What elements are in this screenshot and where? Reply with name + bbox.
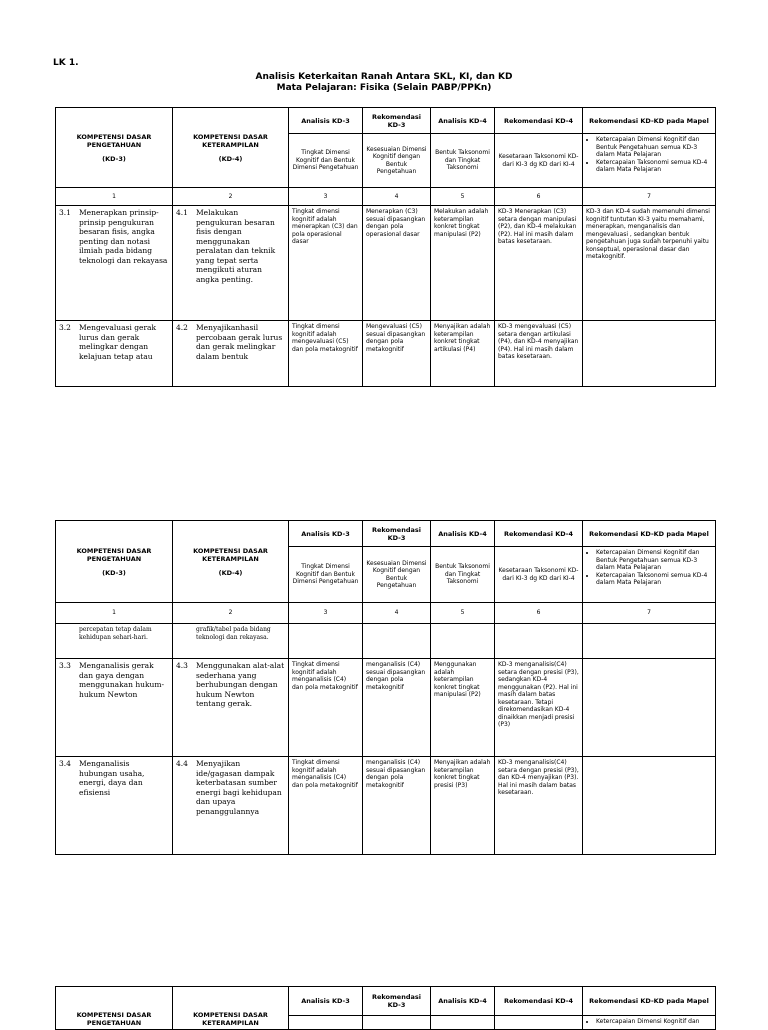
sub-analisis-kd4: Bentuk Taksonomi dan Tingkat Taksonomi [431, 547, 495, 603]
document-subtitle: Mata Pelajaran: Fisika (Selain PABP/PPKn) [276, 83, 492, 93]
rekomendasi-kd3-cell: Mengevaluasi (C5) sesuai dipasangkan dengan pola metakognitif [363, 321, 431, 387]
header-analisis-kd3: Analisis KD-3 [289, 108, 363, 134]
kd4-number: 4.4 [176, 759, 188, 768]
rekomendasi-mapel-cell [583, 321, 716, 387]
sub-rekomendasi-kd4: Kesetaraan Taksonomi KD-dari KI-3 dg KD dari KI-4 [495, 547, 583, 603]
kd3-text: Mengevaluasi gerak lurus dan gerak melingkar dengan kelajuan tetap atau [79, 323, 157, 361]
header-rekomendasi-kd4: Rekomendasi KD-4 [495, 521, 583, 547]
analysis-table-3 [55, 986, 716, 1030]
header-rekomendasi-kd4: Rekomendasi KD-4 [495, 987, 583, 1016]
sub-rekomendasi-kd4: Kesetaraan Taksonomi KD-dari KI-3 dg KD dari KI-4 [495, 134, 583, 188]
header-rekomendasi-kd4: Rekomendasi KD-4 [495, 108, 583, 134]
sub-mapel-item: • Ketercapaian Dimensi Kognitif dan Bentuk Pengetahuan semua KD-3 dalam Mata Pelajaran [596, 549, 712, 572]
header-analisis-kd4: Analisis KD-4 [431, 521, 495, 547]
column-number: 5 [431, 603, 495, 624]
header-kd4: KOMPETENSI DASAR KETERAMPILAN [173, 987, 289, 1030]
table-row [56, 624, 716, 659]
analisis-kd4-cell: Menyajikan adalah keterampilan konkret tingkat presisi (P3) [431, 757, 495, 855]
rekomendasi-kd3-cell: Menerapkan (C3) sesuai dipasangkan dengan pola operasional dasar [363, 206, 431, 321]
kd3-number: 3.4 [59, 759, 71, 768]
header-kd3: KOMPETENSI DASAR PENGETAHUAN (KD-3) [56, 108, 173, 188]
sub-mapel-item: • Ketercapaian Dimensi Kognitif dan Bentuk Pengetahuan semua KD-3 dalam Mata Pelajaran [596, 136, 712, 159]
sub-mapel-item: • Ketercapaian Taksonomi semua KD-4 dalam Mata Pelajaran [596, 159, 712, 174]
column-number: 4 [363, 188, 431, 206]
rekomendasi-mapel-cell: KD-3 dan KD-4 sudah memenuhi dimensi kognitif tuntutan KI-3 yaitu memahami, menerapkan, menganalisis dan mengevaluasi , sedangkan bentuk pengetahuan juga sudah terpenuhi yaitu konseptual, operasional dasar dan metakognitif. [583, 206, 716, 321]
rekomendasi-kd4-cell: KD-3 Menerapkan (C3) setara dengan manipulasi (P2), dan KD-4 melakukan (P2). Hal ini masih dalam batas kesetaraan. [495, 206, 583, 321]
sub-analisis-kd3: Tingkat Dimensi Kognitif dan Bentuk Dimensi Pengetahuan [289, 547, 363, 603]
kd3-number: 3.2 [59, 323, 71, 332]
rekomendasi-kd3-cell: menganalisis (C4) sesuai dipasangkan dengan pola metakognitif [363, 659, 431, 757]
sub-mapel-item: • Ketercapaian Taksonomi semua KD-4 dalam Mata Pelajaran [596, 572, 712, 587]
header-kd4: KOMPETENSI DASAR KETERAMPILAN (KD-4) [173, 521, 289, 603]
column-number: 4 [363, 603, 431, 624]
header-rekomendasi-mapel: Rekomendasi KD-KD pada Mapel [583, 987, 716, 1016]
kd3-number: 3.1 [59, 208, 71, 217]
lk-label: LK 1. [53, 58, 79, 68]
column-number: 2 [173, 188, 289, 206]
rekomendasi-kd4-cell: KD-3 menganalisis(C4) setara dengan presisi (P3), dan KD-4 menyajikan (P3). Hal ini masih dalam batas kesetaraan. [495, 757, 583, 855]
header-rekomendasi-mapel: Rekomendasi KD-KD pada Mapel [583, 108, 716, 134]
column-number: 6 [495, 603, 583, 624]
rekomendasi-mapel-cell [583, 757, 716, 855]
header-kd3: KOMPETENSI DASAR PENGETAHUAN [56, 987, 173, 1030]
analisis-kd3-cell [289, 624, 363, 659]
header-analisis-kd3: Analisis KD-3 [289, 521, 363, 547]
rekomendasi-kd3-cell [363, 624, 431, 659]
column-number: 6 [495, 188, 583, 206]
rekomendasi-mapel-cell [583, 659, 716, 757]
kd3-number: 3.3 [59, 661, 71, 670]
column-number: 7 [583, 603, 716, 624]
rekomendasi-mapel-cell [583, 624, 716, 659]
kd4-number: 4.3 [176, 661, 188, 670]
header-rekomendasi-kd3: Rekomendasi KD-3 [363, 108, 431, 134]
sub-mapel-item: • Ketercapaian Dimensi Kognitif dan [596, 1018, 712, 1026]
kd4-number: 4.1 [176, 208, 188, 217]
header-rekomendasi-kd3: Rekomendasi KD-3 [363, 521, 431, 547]
kd3-text: Menerapkan prinsip-prinsip pengukuran besaran fisis, angka penting dan notasi ilmiah pada bidang teknologi dan rekayasa [79, 208, 168, 265]
rekomendasi-kd4-cell [495, 624, 583, 659]
column-number: 1 [56, 603, 173, 624]
column-number: 3 [289, 188, 363, 206]
analisis-kd4-cell: Menyajikan adalah keterampilan konkret tingkat artikulasi (P4) [431, 321, 495, 387]
header-rekomendasi-kd3: Rekomendasi KD-3 [363, 987, 431, 1016]
column-number: 5 [431, 188, 495, 206]
table-row [56, 659, 716, 757]
rekomendasi-kd3-cell: menganalisis (C4) sesuai dipasangkan dengan pola metakognitif [363, 757, 431, 855]
kd4-text: grafik/tabel pada bidang teknologi dan rekayasa. [173, 624, 289, 659]
rekomendasi-kd4-cell: KD-3 mengevaluasi (C5) setara dengan artikulasi (P4), dan KD-4 menyajikan (P4). Hal ini masih dalam batas kesetaraan. [495, 321, 583, 387]
analisis-kd3-cell: Tingkat dimensi kognitif adalah mengevaluasi (C5) dan pola metakognitif [289, 321, 363, 387]
header-kd4: KOMPETENSI DASAR KETERAMPILAN (KD-4) [173, 108, 289, 188]
sub-rekomendasi-kd3: Kesesuaian Dimensi Kognitif dengan Bentuk Pengetahuan [363, 547, 431, 603]
kd3-text: Menganalisis hubungan usaha, energi, daya dan efisiensi [79, 759, 145, 797]
document-title: Analisis Keterkaitan Ranah Antara SKL, KI, dan KD [255, 72, 513, 82]
sub-analisis-kd4: Bentuk Taksonomi dan Tingkat Taksonomi [431, 134, 495, 188]
analisis-kd4-cell: Menggunakan adalah keterampilan konkret tingkat manipulasi (P2) [431, 659, 495, 757]
column-number: 2 [173, 603, 289, 624]
kd4-text: Menyajikan ide/gagasan dampak keterbatasan sumber energi bagi kehidupan dan upaya penanggulannya [196, 759, 282, 816]
header-rekomendasi-mapel: Rekomendasi KD-KD pada Mapel [583, 521, 716, 547]
table-row [56, 206, 716, 321]
column-number: 1 [56, 188, 173, 206]
kd4-number: 4.2 [176, 323, 188, 332]
header-analisis-kd4: Analisis KD-4 [431, 987, 495, 1016]
kd4-text: Menggunakan alat-alat sederhana yang berhubungan dengan hukum Newton tentang gerak. [196, 661, 285, 708]
analisis-kd3-cell: Tingkat dimensi kognitif adalah menerapkan (C3) dan pola operasional dasar [289, 206, 363, 321]
kd4-text: Melakukan pengukuran besaran fisis dengan menggunakan peralatan dan teknik yang tepat serta mengikuti aturan angka penting. [196, 208, 276, 284]
header-analisis-kd3: Analisis KD-3 [289, 987, 363, 1016]
kd4-text: Menyajikanhasil percobaan gerak lurus dan gerak melingkar dalam bentuk [196, 323, 283, 361]
analisis-kd3-cell: Tingkat dimensi kognitif adalah menganalisis (C4) dan pola metakognitif [289, 659, 363, 757]
column-number: 3 [289, 603, 363, 624]
sub-rekomendasi-mapel [583, 547, 716, 603]
rekomendasi-kd4-cell: KD-3 menganalisis(C4) setara dengan presisi (P3), sedangkan KD-4 menggunakan (P2). Hal ini masih dalam batas kesetaraan. Tetapi direkomendasikan KD-4 dinaikkan menjadi presisi (P3) [495, 659, 583, 757]
kd3-text: percepatan tetap dalam kehidupan sehari-hari. [56, 624, 173, 659]
analisis-kd4-cell: Melakukan adalah keterampilan konkret tingkat manipulasi (P2) [431, 206, 495, 321]
kd3-text: Menganalisis gerak dan gaya dengan menggunakan hukum-hukum Newton [79, 661, 165, 699]
header-kd3: KOMPETENSI DASAR PENGETAHUAN (KD-3) [56, 521, 173, 603]
sub-rekomendasi-mapel [583, 134, 716, 188]
column-number: 7 [583, 188, 716, 206]
analysis-table-2 [55, 520, 716, 855]
analisis-kd3-cell: Tingkat dimensi kognitif adalah menganalisis (C4) dan pola metakognitif [289, 757, 363, 855]
sub-rekomendasi-kd3: Kesesuaian Dimensi Kognitif dengan Bentuk Pengetahuan [363, 134, 431, 188]
sub-analisis-kd3: Tingkat Dimensi Kognitif dan Bentuk Dimensi Pengetahuan [289, 134, 363, 188]
analysis-table-1 [55, 107, 716, 387]
header-analisis-kd4: Analisis KD-4 [431, 108, 495, 134]
table-row [56, 757, 716, 855]
analisis-kd4-cell [431, 624, 495, 659]
sub-rekomendasi-mapel [583, 1016, 716, 1030]
table-row [56, 321, 716, 387]
